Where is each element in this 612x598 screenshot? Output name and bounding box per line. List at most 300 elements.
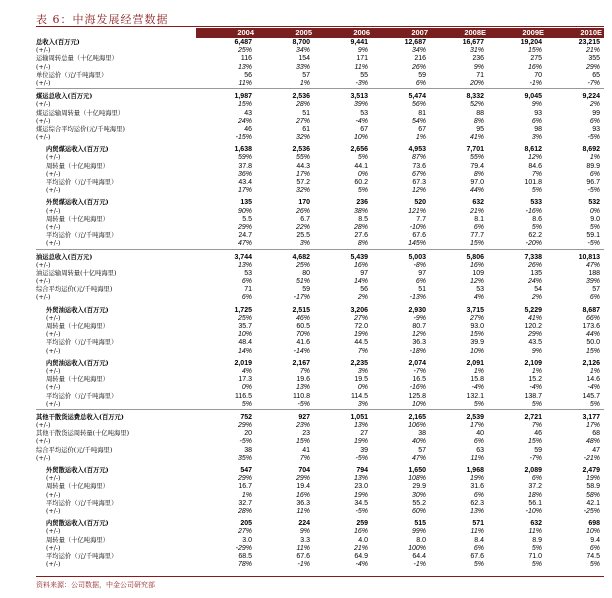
cell-value: 74.5 bbox=[586, 552, 600, 560]
table-row bbox=[36, 455, 604, 463]
cell-value: 71 bbox=[476, 71, 484, 79]
table-row bbox=[36, 315, 604, 323]
row-label: (+/-) bbox=[46, 207, 61, 215]
cell-value: 9% bbox=[531, 347, 542, 355]
cell-value: 16,677 bbox=[462, 39, 484, 46]
cell-value: 6% bbox=[241, 278, 252, 286]
cell-value: 515 bbox=[414, 520, 426, 528]
cell-value: 16.7 bbox=[238, 483, 252, 491]
row-label: (+/-) bbox=[46, 507, 61, 515]
cell-value: 70 bbox=[534, 71, 542, 79]
cell-value: 1,051 bbox=[350, 413, 368, 421]
cell-value: 41% bbox=[469, 134, 484, 142]
cell-value: 95 bbox=[476, 125, 484, 133]
table-row bbox=[36, 101, 604, 109]
cell-value: 19% bbox=[353, 438, 368, 446]
cell-value: 78% bbox=[237, 561, 252, 569]
cell-value: 21% bbox=[469, 207, 484, 215]
row-label: (+/-) bbox=[46, 384, 61, 392]
cell-value: 55% bbox=[469, 154, 484, 162]
table-row bbox=[36, 72, 604, 80]
cell-value: 2% bbox=[589, 101, 600, 109]
cell-value: 37.8 bbox=[238, 162, 252, 170]
row-label: (+/-) bbox=[36, 294, 51, 302]
cell-value: 6% bbox=[589, 170, 600, 178]
cell-value: 2,539 bbox=[466, 413, 484, 421]
cell-value: 52% bbox=[469, 101, 484, 109]
cell-value: 5% bbox=[531, 561, 542, 569]
cell-value: 15% bbox=[527, 438, 542, 446]
cell-value: 275 bbox=[530, 55, 542, 63]
table-row bbox=[36, 545, 604, 553]
cell-value: 3,715 bbox=[466, 306, 484, 314]
cell-value: 67 bbox=[418, 125, 426, 133]
cell-value: 5% bbox=[531, 187, 542, 195]
table-row bbox=[36, 307, 604, 315]
cell-value: 29.9 bbox=[412, 483, 426, 491]
cell-value: 8,612 bbox=[524, 146, 542, 154]
row-label: (+/-) bbox=[36, 117, 51, 125]
cell-value: -16% bbox=[409, 384, 426, 392]
cell-value: 2,019 bbox=[234, 359, 252, 367]
cell-value: 5,229 bbox=[524, 306, 542, 314]
cell-value: -1% bbox=[413, 561, 426, 569]
cell-value: 39.9 bbox=[470, 339, 484, 347]
cell-value: 28% bbox=[353, 223, 368, 231]
cell-value: 8% bbox=[473, 170, 484, 178]
cell-value: 59 bbox=[418, 71, 426, 79]
cell-value: 138.7 bbox=[524, 392, 542, 400]
table-row bbox=[36, 520, 604, 528]
cell-value: 51 bbox=[302, 109, 310, 117]
cell-value: 27 bbox=[360, 430, 368, 438]
cell-value: 97.0 bbox=[470, 179, 484, 186]
cell-value: 1% bbox=[473, 367, 484, 375]
cell-value: 236 bbox=[356, 199, 368, 207]
cell-value: 1% bbox=[531, 367, 542, 375]
table-row bbox=[36, 348, 604, 356]
cell-value: 15% bbox=[237, 101, 252, 109]
cell-value: 12% bbox=[527, 154, 542, 162]
cell-value: 2,091 bbox=[466, 359, 484, 367]
row-label: 内贸散运收入(百万元) bbox=[46, 520, 109, 528]
cell-value: 11% bbox=[238, 79, 252, 87]
cell-value: 114.5 bbox=[351, 392, 368, 400]
cell-value: 532 bbox=[588, 199, 600, 207]
cell-value: 25% bbox=[237, 47, 252, 55]
cell-value: 9,224 bbox=[582, 93, 600, 101]
table-row bbox=[36, 278, 604, 286]
cell-value: 2% bbox=[531, 294, 542, 302]
cell-value: 17% bbox=[237, 187, 252, 195]
cell-value: 7% bbox=[299, 454, 310, 462]
cell-value: 53 bbox=[360, 109, 368, 117]
cell-value: 35% bbox=[237, 454, 252, 462]
table-row bbox=[36, 208, 604, 216]
table-row bbox=[36, 216, 604, 224]
cell-value: 54% bbox=[411, 117, 426, 125]
cell-value: 2,235 bbox=[350, 359, 368, 367]
row-label: (+/-) bbox=[46, 187, 61, 195]
cell-value: 23,215 bbox=[578, 39, 600, 46]
row-label: (+/-) bbox=[46, 314, 61, 322]
cell-value: 5% bbox=[531, 400, 542, 408]
cell-value: -1% bbox=[297, 561, 310, 569]
cell-value: 121% bbox=[408, 207, 426, 215]
cell-value: 5,003 bbox=[408, 253, 426, 261]
cell-value: 51% bbox=[295, 278, 310, 286]
cell-value: 9% bbox=[357, 47, 368, 55]
cell-value: 216 bbox=[414, 55, 426, 63]
cell-value: 27.6 bbox=[354, 232, 368, 240]
cell-value: 3% bbox=[299, 240, 310, 248]
table-row bbox=[36, 508, 604, 516]
cell-value: 47% bbox=[237, 240, 252, 248]
cell-value: 59% bbox=[237, 154, 252, 162]
cell-value: 72.0 bbox=[354, 323, 368, 330]
cell-value: 56.1 bbox=[528, 499, 542, 507]
cell-value: 2,656 bbox=[350, 146, 368, 154]
cell-value: 6.7 bbox=[300, 215, 310, 223]
cell-value: 25% bbox=[237, 314, 252, 322]
cell-value: 205 bbox=[240, 520, 252, 528]
cell-value: 520 bbox=[414, 199, 426, 207]
cell-value: 5% bbox=[531, 544, 542, 552]
cell-value: 5,806 bbox=[466, 253, 484, 261]
row-label: 平均运价（元/千吨海里） bbox=[46, 179, 118, 186]
cell-value: 632 bbox=[472, 199, 484, 207]
row-label: 综合平均运价(元/千吨海里) bbox=[36, 286, 113, 294]
table-body bbox=[36, 39, 604, 569]
cell-value: 2% bbox=[357, 294, 368, 302]
table-row bbox=[36, 492, 604, 500]
cell-value: 13% bbox=[237, 63, 252, 71]
table-row bbox=[36, 384, 604, 392]
row-label: 平均运价（元/千吨海里） bbox=[46, 339, 118, 347]
table-row bbox=[36, 331, 604, 339]
cell-value: 29% bbox=[237, 475, 252, 483]
cell-value: 2,536 bbox=[292, 146, 310, 154]
cell-value: 27% bbox=[353, 314, 368, 322]
cell-value: 50.0 bbox=[586, 339, 600, 347]
cell-value: 17% bbox=[295, 170, 310, 178]
cell-value: 20% bbox=[469, 79, 484, 87]
cell-value: 3,513 bbox=[350, 93, 368, 101]
cell-value: 13% bbox=[237, 261, 252, 269]
cell-value: 39% bbox=[353, 101, 368, 109]
row-label: 平均运价（元/千吨海里） bbox=[46, 392, 118, 400]
cell-value: 5% bbox=[473, 561, 484, 569]
cell-value: 61 bbox=[302, 125, 310, 133]
row-label: (+/-) bbox=[46, 475, 61, 483]
cell-value: 27% bbox=[469, 314, 484, 322]
year-header: 2009E bbox=[522, 28, 544, 37]
table-row bbox=[36, 270, 604, 278]
cell-value: 71 bbox=[244, 286, 252, 294]
row-label: 综合平均运价(元/千吨海里) bbox=[36, 446, 113, 454]
row-label: (+/-) bbox=[46, 544, 61, 552]
table-row bbox=[36, 64, 604, 72]
cell-value: 15.2 bbox=[528, 376, 542, 384]
cell-value: 19.4 bbox=[296, 483, 310, 491]
cell-value: 6% bbox=[531, 475, 542, 483]
cell-value: 12% bbox=[411, 187, 426, 195]
table-row bbox=[36, 39, 604, 47]
cell-value: 70% bbox=[295, 331, 310, 339]
cell-value: 14% bbox=[353, 278, 368, 286]
cell-value: 57 bbox=[302, 71, 310, 79]
cell-value: 19,204 bbox=[520, 39, 542, 46]
cell-value: 63 bbox=[476, 446, 484, 454]
table-row bbox=[36, 528, 604, 536]
cell-value: 6% bbox=[589, 544, 600, 552]
cell-value: 19% bbox=[469, 475, 484, 483]
cell-value: 6% bbox=[415, 79, 426, 87]
cell-value: 53 bbox=[244, 269, 252, 277]
row-label: (+/-) bbox=[46, 240, 61, 248]
cell-value: 56 bbox=[244, 71, 252, 79]
cell-value: 67 bbox=[360, 125, 368, 133]
cell-value: -15% bbox=[235, 134, 252, 142]
cell-value: 547 bbox=[240, 467, 252, 474]
cell-value: 8,332 bbox=[466, 93, 484, 101]
cell-value: 17% bbox=[585, 422, 600, 430]
cell-value: 1% bbox=[415, 134, 426, 142]
cell-value: 927 bbox=[298, 413, 310, 421]
cell-value: 28% bbox=[237, 507, 252, 515]
cell-value: 2,167 bbox=[292, 359, 310, 367]
cell-value: 3,177 bbox=[582, 413, 600, 421]
cell-value: 632 bbox=[530, 520, 542, 528]
row-label: 单位运价（元/千吨海里） bbox=[36, 71, 108, 79]
cell-value: 752 bbox=[240, 413, 252, 421]
cell-value: 41.6 bbox=[296, 339, 310, 347]
cell-value: 29% bbox=[295, 475, 310, 483]
table-title: 表 6：中海发展经营数据 bbox=[36, 13, 169, 26]
row-label: (+/-) bbox=[36, 261, 51, 269]
cell-value: 533 bbox=[530, 199, 542, 207]
table-row bbox=[36, 80, 604, 89]
cell-value: -5% bbox=[239, 438, 252, 446]
cell-value: 31.6 bbox=[470, 483, 484, 491]
row-label: 油运总收入(百万元) bbox=[36, 253, 93, 261]
table-row bbox=[36, 553, 604, 561]
cell-value: 62.2 bbox=[528, 232, 542, 240]
cell-value: -10% bbox=[409, 223, 426, 231]
cell-value: 16% bbox=[527, 63, 542, 71]
cell-value: 5% bbox=[473, 400, 484, 408]
cell-value: -5% bbox=[355, 454, 368, 462]
cell-value: 42.1 bbox=[586, 499, 600, 507]
cell-value: 188 bbox=[588, 269, 600, 277]
cell-value: -4% bbox=[529, 384, 542, 392]
cell-value: -1% bbox=[529, 79, 542, 87]
row-label: (+/-) bbox=[36, 101, 51, 109]
cell-value: 8,687 bbox=[582, 306, 600, 314]
cell-value: 41 bbox=[302, 446, 310, 454]
cell-value: 4% bbox=[473, 294, 484, 302]
row-label: 周转量（十亿吨海里） bbox=[46, 536, 109, 544]
cell-value: 8.9 bbox=[532, 536, 542, 544]
cell-value: 55 bbox=[360, 71, 368, 79]
cell-value: 3% bbox=[357, 367, 368, 375]
table-row bbox=[36, 199, 604, 207]
year-header: 2006 bbox=[353, 28, 370, 37]
cell-value: 46% bbox=[295, 314, 310, 322]
cell-value: 8.0 bbox=[416, 536, 426, 544]
cell-value: 2,515 bbox=[292, 306, 310, 314]
cell-value: 4,953 bbox=[408, 146, 426, 154]
row-label: (+/-) bbox=[46, 561, 61, 569]
cell-value: 101.8 bbox=[524, 179, 542, 186]
cell-value: 60.2 bbox=[354, 179, 368, 186]
cell-value: 19% bbox=[353, 331, 368, 339]
cell-value: 38 bbox=[418, 430, 426, 438]
cell-value: 1,638 bbox=[234, 146, 252, 154]
cell-value: 5.5 bbox=[242, 215, 252, 223]
cell-value: 11% bbox=[470, 454, 484, 462]
cell-value: 66% bbox=[585, 314, 600, 322]
table-row bbox=[36, 187, 604, 195]
cell-value: 38% bbox=[353, 207, 368, 215]
cell-value: 10% bbox=[411, 400, 426, 408]
cell-value: 33% bbox=[295, 63, 310, 71]
cell-value: 24.7 bbox=[238, 232, 252, 240]
cell-value: 3% bbox=[357, 400, 368, 408]
cell-value: 57 bbox=[418, 446, 426, 454]
row-label: (+/-) bbox=[46, 367, 61, 375]
top-rule bbox=[36, 26, 604, 27]
cell-value: 57.2 bbox=[296, 179, 310, 186]
row-label: (+/-) bbox=[36, 278, 51, 286]
cell-value: 47% bbox=[411, 454, 426, 462]
row-label: 其他干散货运费总收入(百万元) bbox=[36, 413, 124, 421]
cell-value: -5% bbox=[587, 134, 600, 142]
cell-value: 8,692 bbox=[582, 146, 600, 154]
cell-value: 571 bbox=[472, 520, 484, 528]
table-row bbox=[36, 447, 604, 455]
cell-value: 39 bbox=[360, 446, 368, 454]
row-label: 运输周转总量（十亿吨海里） bbox=[36, 55, 118, 63]
cell-value: 3,744 bbox=[234, 253, 252, 261]
table-row bbox=[36, 254, 604, 262]
table-row bbox=[36, 483, 604, 491]
cell-value: 10% bbox=[237, 331, 252, 339]
table-row bbox=[36, 154, 604, 162]
cell-value: 99 bbox=[592, 109, 600, 117]
cell-value: 15.8 bbox=[470, 376, 484, 384]
cell-value: 0% bbox=[241, 384, 252, 392]
cell-value: 11% bbox=[470, 528, 484, 536]
cell-value: 43.5 bbox=[528, 339, 542, 347]
cell-value: 67.3 bbox=[412, 179, 426, 186]
cell-value: -5% bbox=[587, 240, 600, 248]
cell-value: 68 bbox=[592, 430, 600, 438]
table-row bbox=[36, 438, 604, 446]
cell-value: 73.6 bbox=[412, 162, 426, 170]
cell-value: 99% bbox=[411, 528, 426, 536]
cell-value: 13% bbox=[469, 507, 484, 515]
cell-value: 93 bbox=[592, 125, 600, 133]
cell-value: 44.3 bbox=[296, 162, 310, 170]
cell-value: 44.5 bbox=[354, 339, 368, 347]
row-label: 煤运总收入(百万元) bbox=[36, 93, 93, 101]
cell-value: 26% bbox=[527, 261, 542, 269]
cell-value: 55% bbox=[295, 154, 310, 162]
cell-value: 89.9 bbox=[586, 162, 600, 170]
row-label: (+/-) bbox=[46, 528, 61, 536]
cell-value: -5% bbox=[297, 400, 310, 408]
cell-value: 26% bbox=[411, 63, 426, 71]
cell-value: -4% bbox=[355, 561, 368, 569]
cell-value: 71.0 bbox=[528, 552, 542, 560]
table-row bbox=[36, 430, 604, 438]
cell-value: 8% bbox=[357, 240, 368, 248]
row-label: 内贸煤运收入(百万元) bbox=[46, 146, 109, 154]
cell-value: 1% bbox=[589, 367, 600, 375]
year-header: 2007 bbox=[411, 28, 428, 37]
table-row bbox=[36, 55, 604, 63]
cell-value: 29% bbox=[237, 422, 252, 430]
row-label: (+/-) bbox=[36, 454, 51, 462]
cell-value: 81 bbox=[418, 109, 426, 117]
row-label: 周转量（十亿吨海里） bbox=[46, 376, 109, 384]
cell-value: 10% bbox=[585, 528, 600, 536]
cell-value: 4,682 bbox=[292, 253, 310, 261]
cell-value: -7% bbox=[529, 454, 542, 462]
cell-value: 21% bbox=[585, 47, 600, 55]
cell-value: 6% bbox=[415, 278, 426, 286]
row-label: (+/-) bbox=[46, 491, 61, 499]
table-row bbox=[36, 47, 604, 55]
cell-value: 34% bbox=[295, 47, 310, 55]
cell-value: 2,721 bbox=[524, 413, 542, 421]
cell-value: 64.9 bbox=[354, 552, 368, 560]
cell-value: 224 bbox=[298, 520, 310, 528]
bottom-rule bbox=[36, 576, 604, 577]
cell-value: 8% bbox=[473, 117, 484, 125]
cell-value: 15% bbox=[585, 347, 600, 355]
cell-value: -29% bbox=[235, 544, 252, 552]
cell-value: 108% bbox=[408, 475, 426, 483]
cell-value: 51 bbox=[418, 286, 426, 294]
cell-value: -25% bbox=[583, 507, 600, 515]
cell-value: 15% bbox=[469, 331, 484, 339]
cell-value: -8% bbox=[413, 261, 426, 269]
cell-value: 30% bbox=[411, 491, 426, 499]
cell-value: 59 bbox=[302, 286, 310, 294]
cell-value: 35.7 bbox=[238, 323, 252, 330]
table-row bbox=[36, 93, 604, 101]
cell-value: 13% bbox=[353, 422, 368, 430]
cell-value: 4% bbox=[241, 367, 252, 375]
cell-value: 19% bbox=[585, 475, 600, 483]
cell-value: -5% bbox=[587, 187, 600, 195]
cell-value: 44.1 bbox=[354, 162, 368, 170]
table-row bbox=[36, 360, 604, 368]
cell-value: 6% bbox=[473, 544, 484, 552]
cell-value: 8,700 bbox=[292, 39, 310, 46]
year-header: 2010E bbox=[580, 28, 602, 37]
cell-value: 10% bbox=[353, 134, 368, 142]
cell-value: 120.2 bbox=[524, 323, 542, 330]
cell-value: 7% bbox=[531, 170, 542, 178]
cell-value: 7,701 bbox=[466, 146, 484, 154]
cell-value: 8.6 bbox=[532, 215, 542, 223]
cell-value: 56 bbox=[360, 286, 368, 294]
cell-value: 10% bbox=[469, 347, 484, 355]
cell-value: 19.6 bbox=[296, 376, 310, 384]
